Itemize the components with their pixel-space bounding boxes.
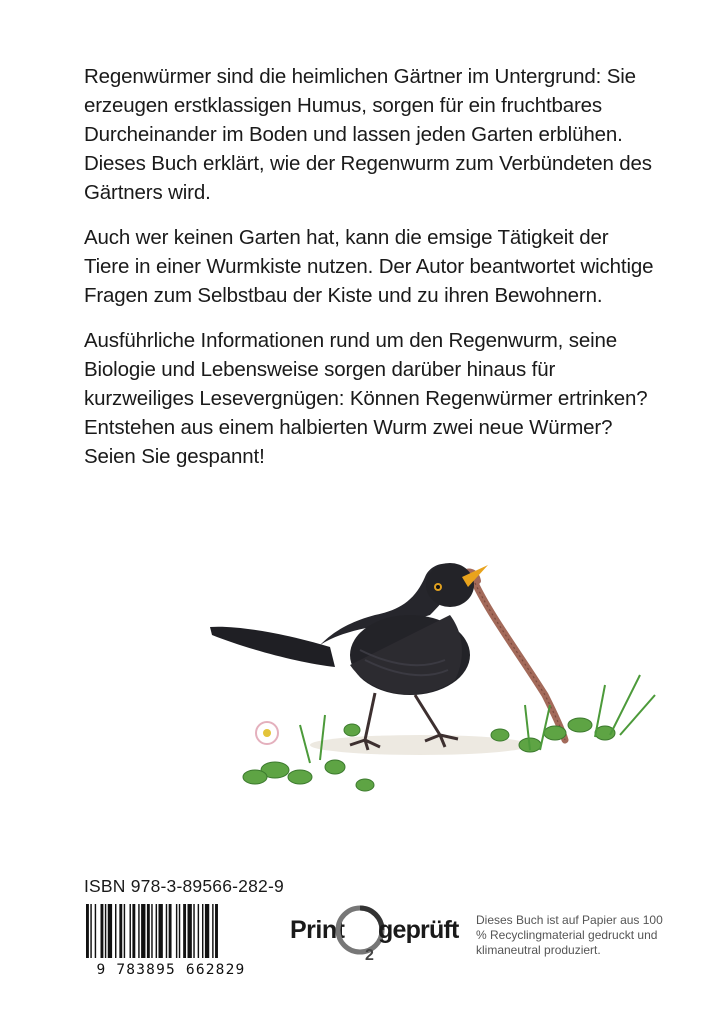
barcode-digits: 9 783895 662829 xyxy=(96,962,246,978)
blurb-paragraph-1: Regenwürmer sind die heimlichen Gärtner im Untergrund: Sie erzeugen erstklassigen Humus, sorgen für ein fruchtbares Durcheinander im Boden und lassen jeden Garten erblühen. Dieses Buch erklärt, wie der Regenwurm zum Verbündeten des Gärtners wird. xyxy=(84,65,652,204)
svg-text:2: 2 xyxy=(365,947,374,964)
back-cover-blurb xyxy=(84,62,654,487)
logo-print-text: Print xyxy=(290,916,345,944)
isbn-label: ISBN 978-3-89566-282-9 xyxy=(84,876,284,896)
recycling-paper-note: Dieses Buch ist auf Papier aus 100 % Recyclingmaterial gedruckt und klimaneutral produziert. xyxy=(476,913,663,957)
blurb-paragraph-2: Auch wer keinen Garten hat, kann die emsige Tätigkeit der Tiere in einer Wurmkiste nutzen. Der Autor beantwortet wichtige Fragen zum Selbstbau der Kiste und zu ihren Bewohnern. xyxy=(84,226,654,307)
print-co2-geprueft-logo xyxy=(290,897,465,967)
blackbird-earthworm-illustration xyxy=(200,555,670,815)
barcode xyxy=(82,904,260,978)
logo-geprueft-text: geprüft xyxy=(378,916,459,944)
blurb-paragraph-3: Ausführliche Informationen rund um den Regenwurm, seine Biologie und Lebensweise sorgen darüber hinaus für kurzweiliges Lesevergnügen: Können Regenwürmer ertrinken? Entstehen aus einem halbierten Wurm zwei neue Würmer? Seien Sie gespannt! xyxy=(84,329,648,468)
